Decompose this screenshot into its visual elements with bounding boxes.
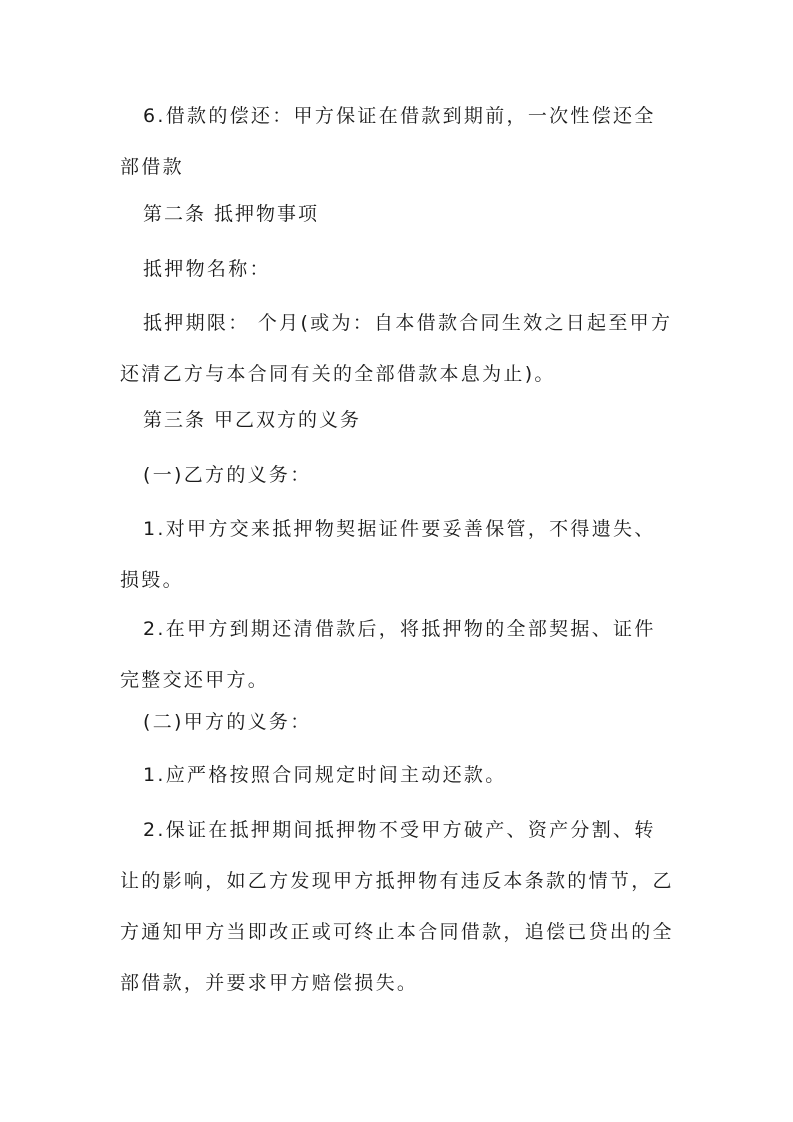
paragraph-b-obligation-2: 2.在甲方到期还清借款后，将抵押物的全部契据、证件完整交还甲方。 <box>120 618 656 691</box>
paragraph-a-obligation-2: 2.保证在抵押期间抵押物不受甲方破产、资产分割、转让的影响，如乙方发现甲方抵押物有违反本条款的情节，乙方通知甲方当即改正或可终止本合同借款，追偿已贷出的全部借款，并要求甲方赔偿损失。 <box>120 819 674 994</box>
paragraph-b-obligation-1: 1.对甲方交来抵押物契据证件要妥善保管，不得遗失、损毁。 <box>120 518 656 591</box>
paragraph-a-obligation-1: 1.应严格按照合同规定时间主动还款。 <box>143 764 507 786</box>
paragraph-collateral-name: 抵押物名称： <box>143 258 271 280</box>
paragraph-repayment: 6.借款的偿还：甲方保证在借款到期前，一次性偿还全部借款 <box>120 105 656 178</box>
article-3-heading: 第三条 甲乙双方的义务 <box>143 409 362 431</box>
section-party-b-obligations: (一)乙方的义务： <box>143 464 312 486</box>
section-party-a-obligations: (二)甲方的义务： <box>143 711 312 733</box>
article-2-heading: 第二条 抵押物事项 <box>143 203 320 225</box>
paragraph-mortgage-term: 抵押期限： 个月(或为：自本借款合同生效之日起至甲方还清乙方与本合同有关的全部借款本息为止)。 <box>120 312 673 385</box>
